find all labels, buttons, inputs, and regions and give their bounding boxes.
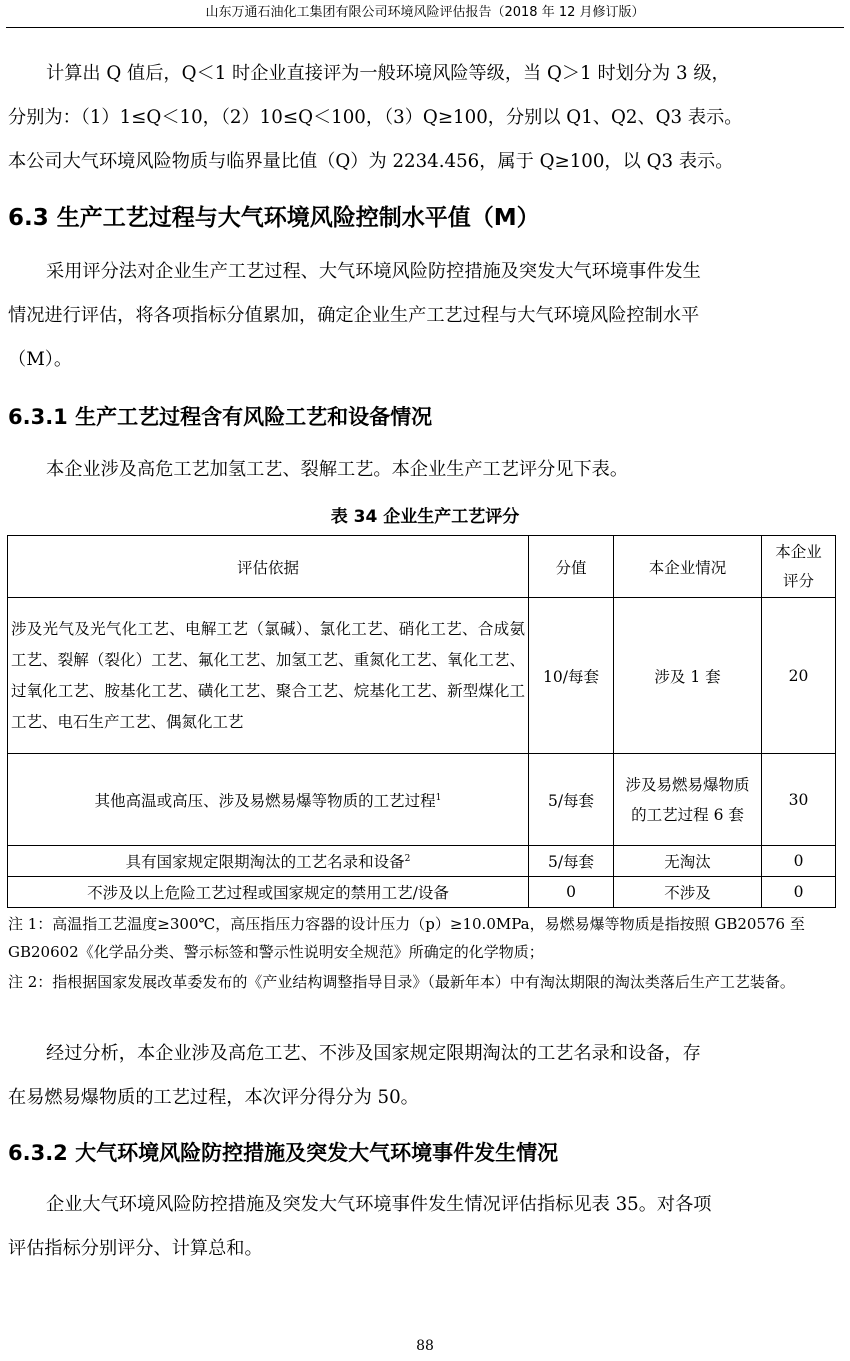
s632-line: 评估指标分别评分、计算总和。 xyxy=(8,1238,263,1259)
footnote-ref: 1 xyxy=(435,792,442,803)
row-score: 5/每套 xyxy=(529,846,614,877)
section-6-3-heading: 6.3 生产工艺过程与大气环境风险控制水平值（M） xyxy=(8,205,540,231)
s632-paragraph xyxy=(8,1183,838,1271)
row-score: 0 xyxy=(529,877,614,908)
footnote-ref: 2 xyxy=(404,853,411,864)
table-header-row xyxy=(8,536,836,598)
row-score: 5/每套 xyxy=(529,754,614,846)
table-note-2: 注 2：指根据国家发展改革委发布的《产业结构调整指导目录》（最新年本）中有淘汰期限的淘汰类落后生产工艺装备。 xyxy=(8,973,795,991)
row-company-score: 20 xyxy=(762,598,836,754)
analysis-line: 在易燃易爆物质的工艺过程，本次评分得分为 50。 xyxy=(8,1087,419,1108)
row-basis: 其他高温或高压、涉及易燃易爆等物质的工艺过程 xyxy=(94,791,436,810)
header-situation: 本企业情况 xyxy=(614,536,762,598)
header-company-score: 本企业评分 xyxy=(762,536,836,598)
s63-line: （M）。 xyxy=(8,349,73,370)
row-basis-cell xyxy=(8,846,529,877)
row-situation: 无淘汰 xyxy=(614,846,762,877)
row-basis: 具有国家规定限期淘汰的工艺名录和设备 xyxy=(125,853,405,871)
header-rule xyxy=(6,27,844,28)
section-6-3-2-heading: 6.3.2 大气环境风险防控措施及突发大气环境事件发生情况 xyxy=(8,1141,559,1165)
process-score-table xyxy=(7,535,836,908)
table-note-1: 注 1：高温指工艺温度≥300℃，高压指压力容器的设计压力（p）≥10.0MPa，易燃易爆等物质是指按照 GB20576 至 GB20602《化学品分类、警示标签和警示性说明安全规范》所确定的化学物质； xyxy=(8,915,805,961)
intro-line: 本公司大气环境风险物质与临界量比值（Q）为 2234.456，属于 Q≥100，以 Q3 表示。 xyxy=(8,151,734,172)
s63-line: 采用评分法对企业生产工艺过程、大气环境风险防控措施及突发大气环境事件发生 xyxy=(46,261,701,282)
row-basis: 涉及光气及光气化工艺、电解工艺（氯碱）、氯化工艺、硝化工艺、合成氨工艺、裂解（裂化）工艺、氟化工艺、加氢工艺、重氮化工艺、氧化工艺、过氧化工艺、胺基化工艺、磺化工艺、聚合工艺、烷基化工艺、新型煤化工工艺、电石生产工艺、偶氮化工艺 xyxy=(8,598,529,754)
s632-line: 企业大气环境风险防控措施及突发大气环境事件发生情况评估指标见表 35。对各项 xyxy=(46,1194,712,1215)
row-company-score: 30 xyxy=(762,754,836,846)
analysis-paragraph xyxy=(8,1032,838,1120)
s631-line: 本企业涉及高危工艺加氢工艺、裂解工艺。本企业生产工艺评分见下表。 xyxy=(46,459,629,480)
table-row xyxy=(8,754,836,846)
running-header: 山东万通石油化工集团有限公司环境风险评估报告（2018 年 12 月修订版） xyxy=(205,5,645,20)
analysis-line: 经过分析，本企业涉及高危工艺、不涉及国家规定限期淘汰的工艺名录和设备，存 xyxy=(46,1043,701,1064)
table-row xyxy=(8,846,836,877)
s63-line: 情况进行评估，将各项指标分值累加，确定企业生产工艺过程与大气环境风险控制水平 xyxy=(8,305,700,326)
intro-paragraph xyxy=(8,52,838,184)
row-situation: 不涉及 xyxy=(614,877,762,908)
intro-line: 分别为：（1）1≤Q＜10，（2）10≤Q＜100，（3）Q≥100，分别以 Q1、Q2、Q3 表示。 xyxy=(8,107,743,128)
row-company-score: 0 xyxy=(762,846,836,877)
table-row xyxy=(8,877,836,908)
header-basis: 评估依据 xyxy=(8,536,529,598)
row-situation: 涉及易燃易爆物质的工艺过程 6 套 xyxy=(614,754,762,846)
table-row xyxy=(8,598,836,754)
intro-line: 计算出 Q 值后，Q＜1 时企业直接评为一般环境风险等级，当 Q＞1 时划分为 3 级， xyxy=(46,63,730,84)
section-6-3-1-heading: 6.3.1 生产工艺过程含有风险工艺和设备情况 xyxy=(8,405,433,429)
row-situation: 涉及 1 套 xyxy=(614,598,762,754)
table-caption: 表 34 企业生产工艺评分 xyxy=(330,507,520,527)
header-score: 分值 xyxy=(529,536,614,598)
row-basis: 不涉及以上危险工艺过程或国家规定的禁用工艺/设备 xyxy=(8,877,529,908)
s63-paragraph xyxy=(8,250,838,382)
row-basis-cell xyxy=(8,754,529,846)
row-company-score: 0 xyxy=(762,877,836,908)
s631-paragraph xyxy=(8,448,838,492)
row-score: 10/每套 xyxy=(529,598,614,754)
page-number: 88 xyxy=(416,1338,434,1354)
